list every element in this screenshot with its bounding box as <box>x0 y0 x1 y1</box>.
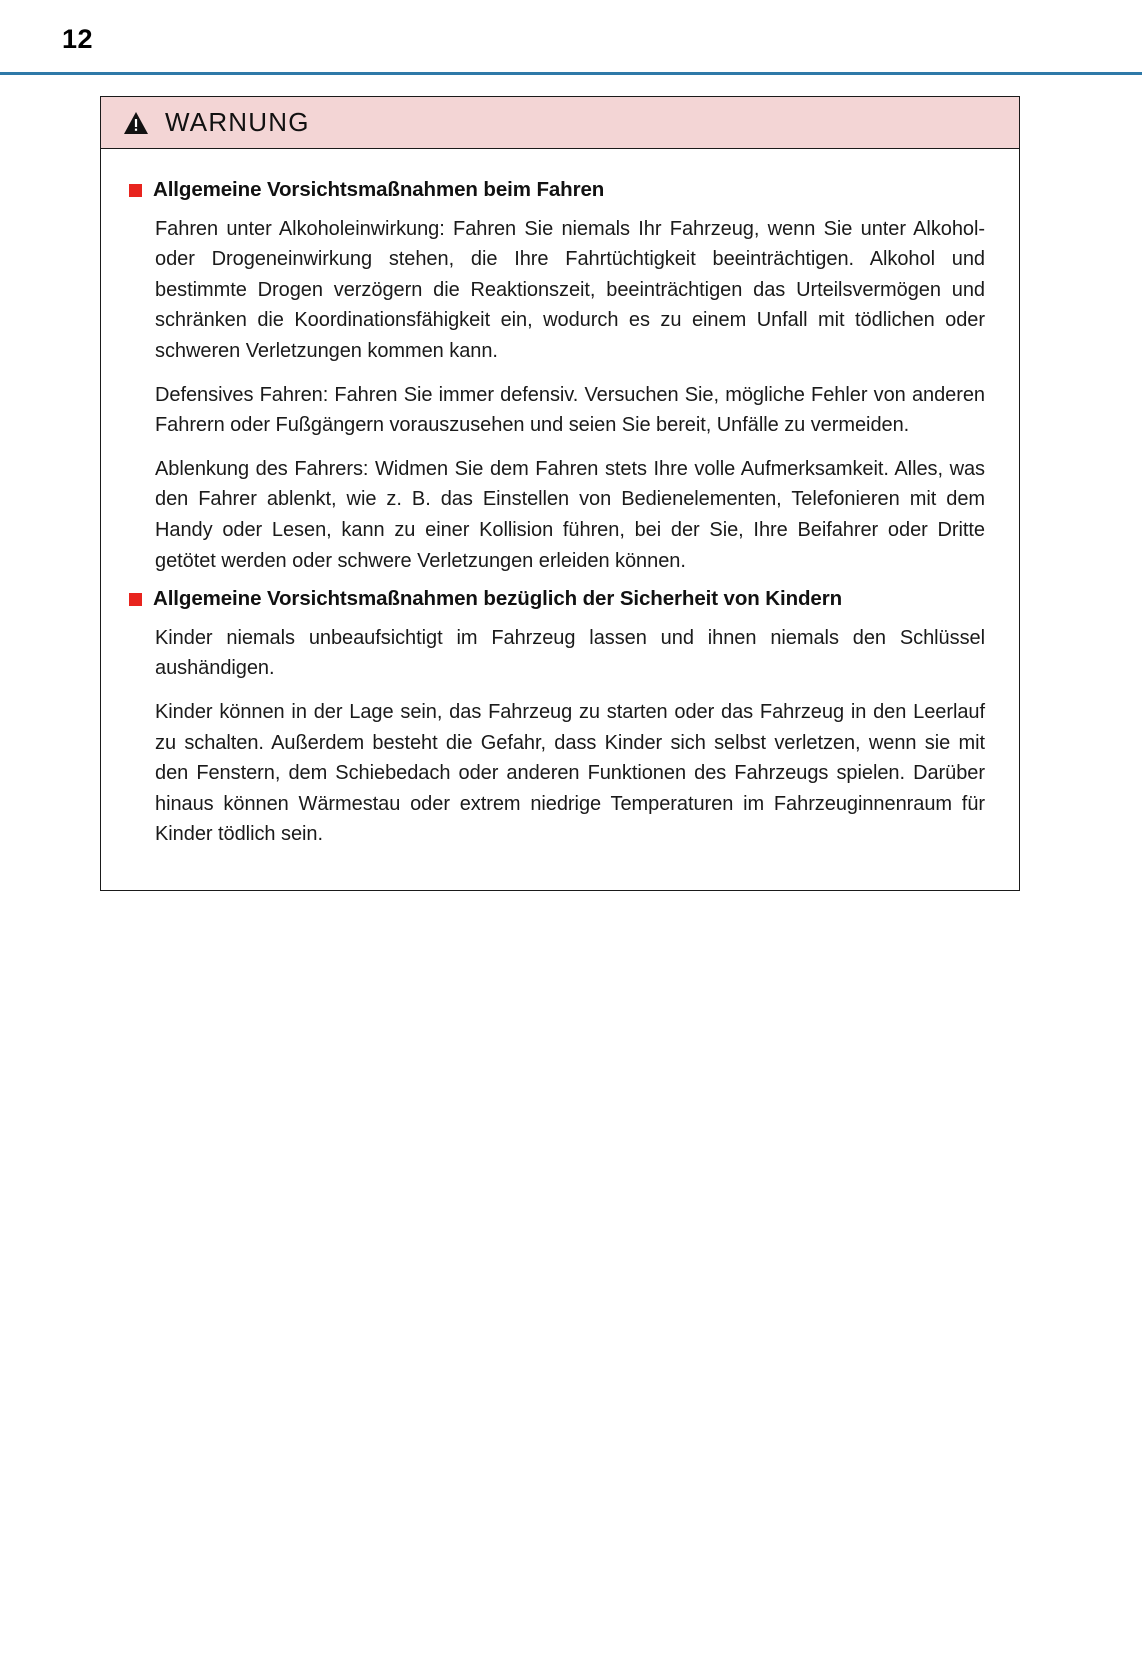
page-number: 12 <box>62 24 94 54</box>
section-title: Allgemeine Vorsichtsmaßnahmen bezüglich der Sicherheit von Kindern <box>153 587 843 611</box>
header-divider <box>0 72 1142 75</box>
warning-title: WARNUNG <box>165 107 310 137</box>
section-heading <box>129 177 985 204</box>
paragraph: Kinder niemals unbeaufsichtigt im Fahrzeug lassen und ihnen niemals den Schlüssel aushändigen. <box>155 626 985 680</box>
warning-section-driving <box>129 177 985 576</box>
warning-box-body <box>101 149 1019 890</box>
warning-box <box>100 96 1020 891</box>
paragraph: Kinder können in der Lage sein, das Fahrzeug zu starten oder das Fahrzeug in den Leerlauf zu schalten. Außerdem besteht die Gefahr, dass Kinder sich selbst verletzen, wenn sie mit den Fenstern, dem Schiebedach oder anderen Funktionen des Fahrzeugs spielen. Darüber hinaus können Wärmestau oder extrem niedrige Temperaturen im Fahrzeuginnenraum für Kinder tödlich sein. <box>155 701 985 846</box>
warning-box-header <box>101 97 1019 149</box>
warning-triangle-icon <box>123 111 149 135</box>
section-heading <box>129 586 985 613</box>
red-square-bullet-icon <box>129 184 142 197</box>
red-square-bullet-icon <box>129 593 142 606</box>
warning-section-children <box>129 586 985 850</box>
section-title: Allgemeine Vorsichtsmaßnahmen beim Fahren <box>153 178 605 201</box>
paragraph: Ablenkung des Fahrers: Widmen Sie dem Fahren stets Ihre volle Aufmerksamkeit. Alles, was den Fahrer ablenkt, wie z. B. das Einstellen von Bedienelementen, Telefonieren mit dem Handy oder Lesen, kann zu einer Kollision führen, bei der Sie, Ihre Beifahrer oder Dritte getötet werden oder schwere Verletzungen erleiden können. <box>155 457 985 572</box>
paragraph: Fahren unter Alkoholeinwirkung: Fahren Sie niemals Ihr Fahrzeug, wenn Sie unter Alkohol- oder Drogeneinwirkung stehen, die Ihre Fahrtüchtigkeit beeinträchtigen. Alkohol und bestimmte Drogen verzögern die Reaktionszeit, beeinträchtigen das Urteilsvermögen und schränken die Koordinationsfähigkeit ein, wodurch es zu einem Unfall mit tödlichen oder schweren Verletzungen kommen kann. <box>155 217 985 363</box>
paragraph: Defensives Fahren: Fahren Sie immer defensiv. Versuchen Sie, mögliche Fehler von anderen Fahrern oder Fußgängern vorauszusehen und seien Sie bereit, Unfälle zu vermeiden. <box>155 383 985 437</box>
